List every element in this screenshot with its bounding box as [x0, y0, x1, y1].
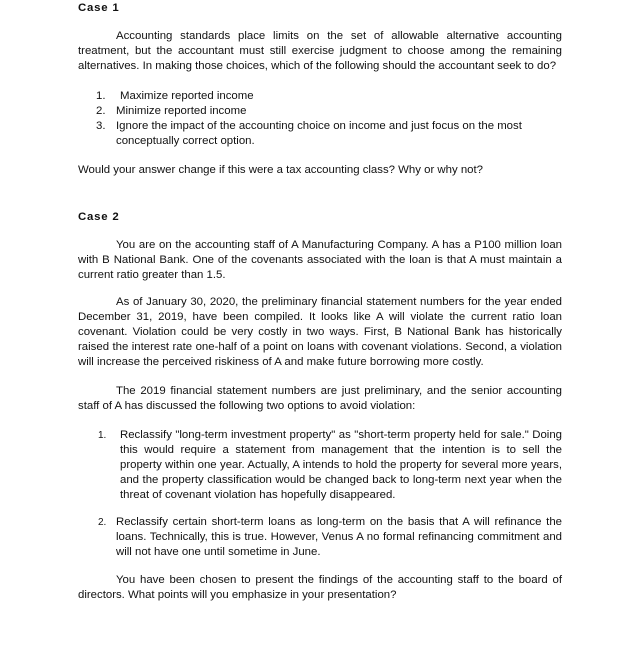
option-number: 3.	[96, 120, 106, 132]
option-number: 2.	[98, 517, 107, 528]
case2-paragraph-2: As of January 30, 2020, the preliminary financial statement numbers for the year ended December 31, 2019, have been compiled. It looks like A will violate the current ratio loan covenant. Violation could be very costly in two ways. First, B National Bank has historically raised the interest rate one-half of a point on loans with covenant violations. Second, a violation will increase the perceived riskiness of A and make future borrowing more costly.	[78, 296, 562, 368]
option-text: Reclassify certain short-term loans as long-term on the basis that A will refinance the loans. Technically, this is true. However, Venus A no formal refinancing commitment and will not have one until sometime in June.	[116, 516, 562, 558]
case2-closing: You have been chosen to present the findings of the accounting staff to the board of directors. What points will you emphasize in your presentation?	[78, 574, 562, 601]
document-page	[78, 0, 562, 603]
option-text: Ignore the impact of the accounting choice on income and just focus on the most conceptually correct option.	[116, 120, 522, 147]
option-number: 1.	[96, 90, 106, 102]
case2-option-1	[78, 428, 562, 503]
case2-title: Case 2	[78, 211, 120, 223]
list-item	[78, 89, 562, 104]
case1-title: Case 1	[78, 2, 120, 14]
option-text: Reclassify "long-term investment property" as "short-term property held for sale." Doing this would require a statement from management that the intention is to sell the property within one year. Actually, A intends to hold the property for several more years, and the property classification would be changed back to long-term next year when the threat of covenant violation has hopefully disappeared.	[120, 429, 562, 501]
case2-option-2	[78, 515, 562, 560]
option-number: 2.	[96, 105, 106, 117]
case1-intro: Accounting standards place limits on the set of allowable alternative accounting treatment, but the accountant must still exercise judgment to choose among the remaining alternatives. In making those choices, which of the following should the accountant seek to do?	[78, 30, 562, 72]
option-number: 1.	[98, 430, 107, 441]
case2-paragraph-1: You are on the accounting staff of A Manufacturing Company. A has a P100 million loan with B National Bank. One of the covenants associated with the loan is that A must maintain a current ratio greater than 1.5.	[78, 239, 562, 281]
option-text: Minimize reported income	[116, 105, 247, 117]
case2-paragraph-3: The 2019 financial statement numbers are just preliminary, and the senior accounting staff of A has discussed the following two options to avoid violation:	[78, 385, 562, 412]
option-text: Maximize reported income	[120, 90, 254, 102]
case1-question: Would your answer change if this were a tax accounting class? Why or why not?	[78, 164, 483, 176]
list-item	[78, 119, 562, 149]
case1-options	[78, 89, 562, 149]
list-item	[78, 104, 562, 119]
